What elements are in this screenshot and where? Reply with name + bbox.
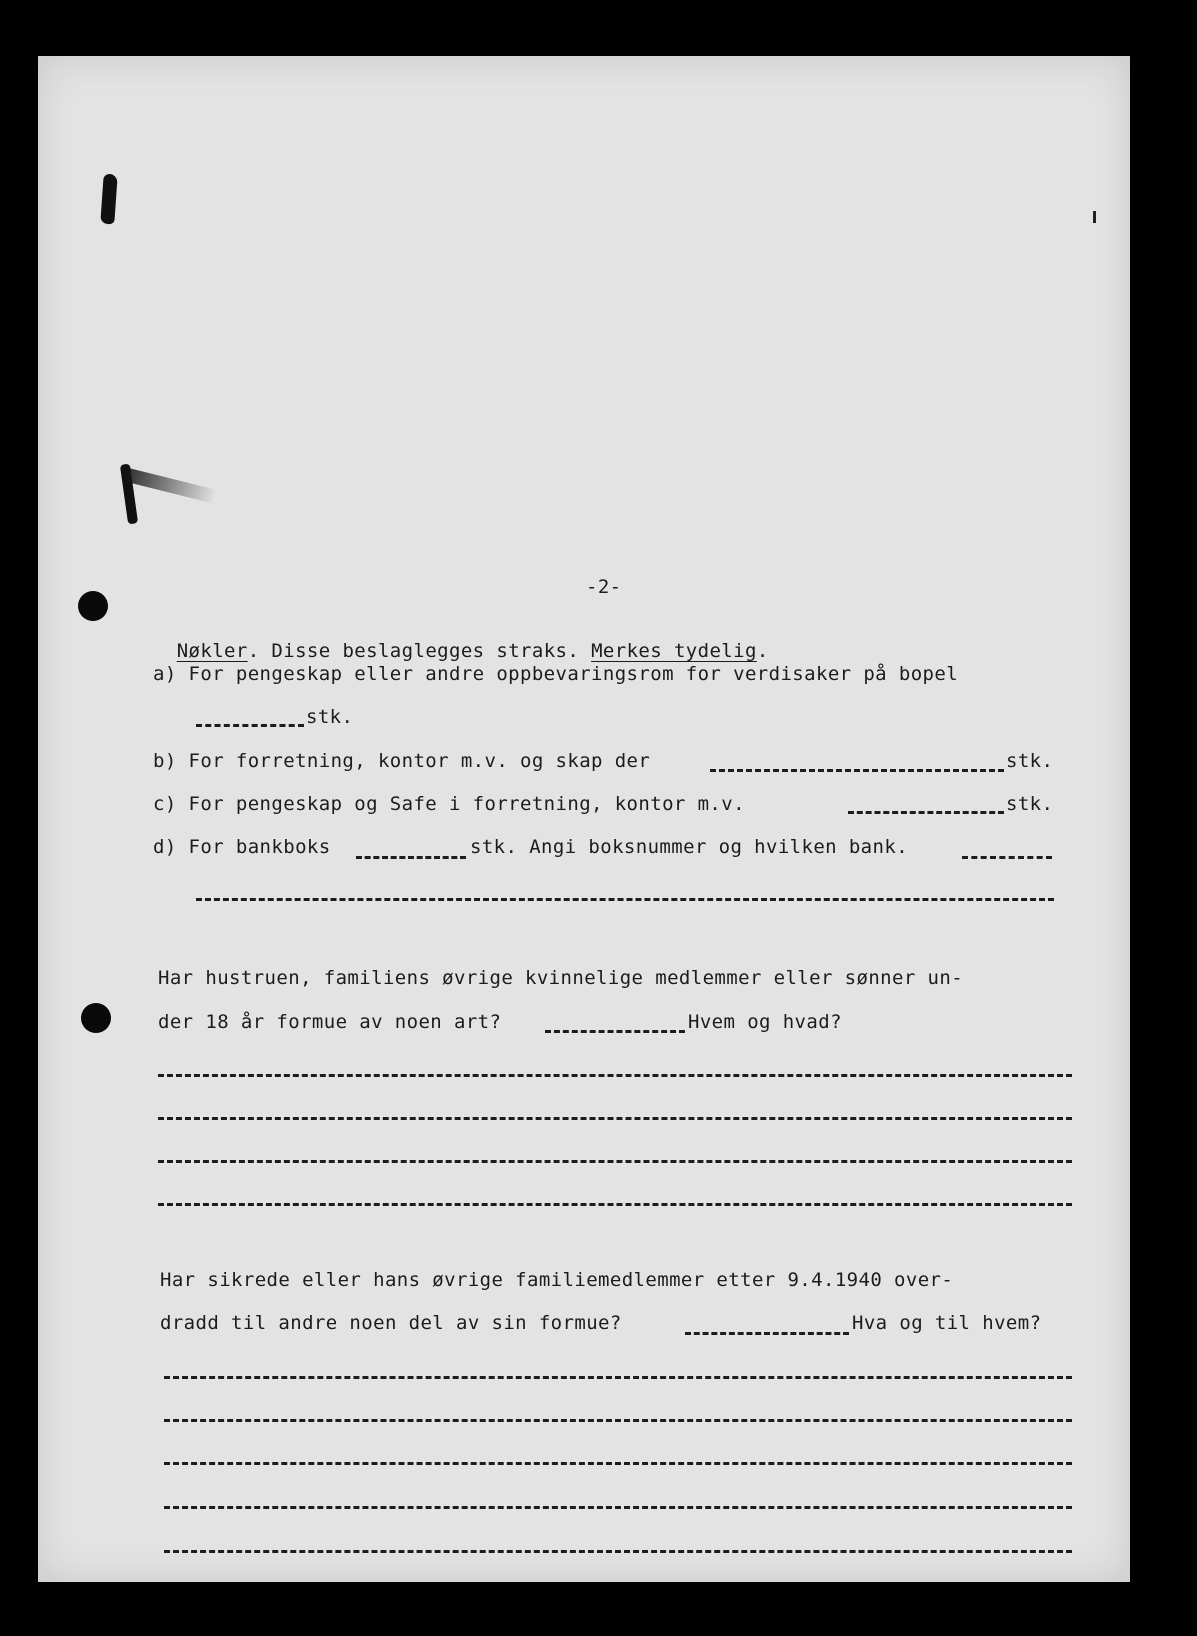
- heading-note: Merkes tydelig: [591, 640, 757, 662]
- heading-title: Nøkler: [176, 640, 248, 662]
- item-a-unit: stk.: [306, 706, 354, 728]
- heading-line: [153, 623, 769, 661]
- punch-hole: [78, 591, 108, 621]
- blank-line: [164, 1550, 1072, 1553]
- heading-text: Disse beslaglegges straks.: [259, 640, 592, 662]
- blank-line: [164, 1506, 1072, 1509]
- item-c: c) For pengeskap og Safe i forretning, kontor m.v.: [153, 793, 745, 815]
- document-page: [38, 56, 1130, 1582]
- item-d-start: d) For bankboks: [153, 836, 331, 858]
- question2-line1: Har sikrede eller hans øvrige familiemedlemmer etter 9.4.1940 over-: [160, 1269, 954, 1291]
- item-d-mid: stk. Angi boksnummer og hvilken bank.: [470, 836, 909, 858]
- item-b: b) For forretning, kontor m.v. og skap der: [153, 750, 651, 772]
- blank-line: [356, 856, 466, 859]
- question2-line2-end: Hva og til hvem?: [852, 1312, 1042, 1334]
- blank-line: [158, 1074, 1072, 1077]
- punch-hole: [81, 1003, 111, 1033]
- heading-title-end: .: [247, 640, 260, 662]
- blank-line: [196, 724, 304, 727]
- blank-line: [848, 811, 1004, 814]
- item-c-unit: stk.: [1006, 793, 1054, 815]
- blank-line: [164, 1376, 1072, 1379]
- question2-line2: dradd til andre noen del av sin formue?: [160, 1312, 622, 1334]
- blank-line: [158, 1117, 1072, 1120]
- blank-line: [545, 1030, 685, 1033]
- blank-line: [158, 1160, 1072, 1163]
- question1-line1: Har hustruen, familiens øvrige kvinnelige medlemmer eller sønner un-: [158, 967, 964, 989]
- blank-line: [710, 769, 1004, 772]
- ink-smudge: [100, 174, 117, 225]
- ink-mark: [1093, 211, 1096, 223]
- question1-line2-end: Hvem og hvad?: [688, 1011, 842, 1033]
- blank-line: [196, 898, 1054, 901]
- blank-line: [685, 1332, 849, 1335]
- blank-line: [164, 1462, 1072, 1465]
- blank-line: [158, 1203, 1072, 1206]
- question1-line2: der 18 år formue av noen art?: [158, 1011, 502, 1033]
- blank-line: [164, 1419, 1072, 1422]
- item-b-unit: stk.: [1006, 750, 1054, 772]
- item-a-line1: a) For pengeskap eller andre oppbevaringsrom for verdisaker på bopel: [153, 663, 959, 685]
- ink-smudge: [126, 468, 217, 503]
- heading-note-end: .: [756, 640, 769, 662]
- page-number: -2-: [586, 576, 622, 598]
- blank-line: [962, 856, 1052, 859]
